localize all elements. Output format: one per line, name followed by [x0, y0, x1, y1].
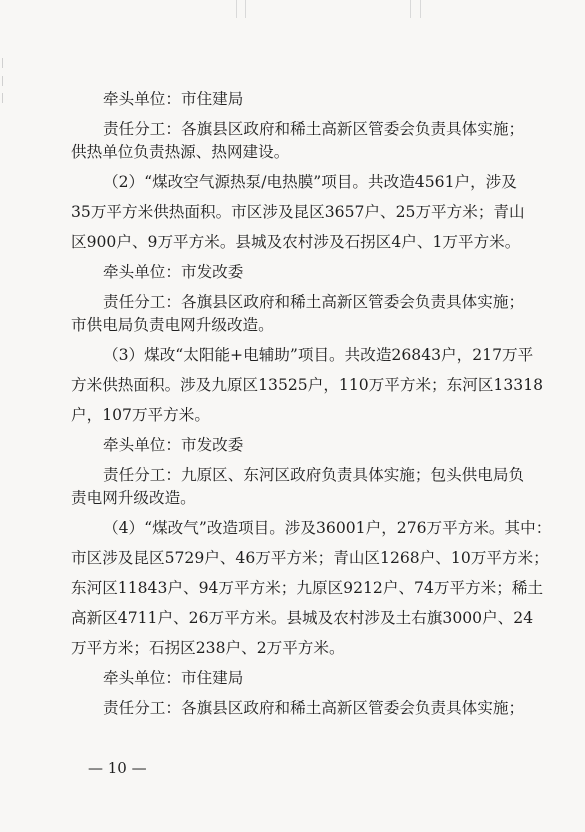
body-text	[71, 88, 552, 720]
scan-mark	[420, 0, 421, 18]
binding-tick	[2, 58, 3, 68]
scan-mark	[236, 0, 237, 18]
binding-tick	[2, 93, 3, 103]
item-2-line: 35万平方米供热面积。市区涉及昆区3657户、25万平方米；青山	[71, 203, 525, 221]
item-2-line: 区900户、9万平方米。县城及农村涉及石拐区4户、1万平方米。	[71, 233, 521, 251]
item-4-line: 高新区4711户、26万平方米。县城及农村涉及土右旗3000户、24	[71, 609, 534, 627]
responsibility-line: 责任分工：各旗县区政府和稀土高新区管委会负责具体实施；	[103, 293, 525, 311]
lead-unit-line: 牵头单位：市发改委	[103, 436, 244, 454]
responsibility-line-cont: 市供电局负责电网升级改造。	[71, 316, 274, 334]
item-3-line: （3）煤改“太阳能+电辅助”项目。共改造26843户，217万平	[103, 346, 534, 364]
lead-unit-line: 牵头单位：市住建局	[103, 90, 244, 108]
scan-mark	[410, 0, 411, 18]
item-3-line: 方米供热面积。涉及九原区13525户，110万平方米；东河区13318	[71, 376, 544, 394]
responsibility-line: 责任分工：各旗县区政府和稀土高新区管委会负责具体实施；	[103, 699, 525, 717]
responsibility-line-cont: 责电网升级改造。	[71, 489, 196, 507]
scan-mark	[245, 0, 246, 18]
item-2-line: （2）“煤改空气源热泵/电热膜”项目。共改造4561户，涉及	[103, 173, 517, 191]
item-4-line: 东河区11843户、94万平方米；九原区9212户、74万平方米；稀土	[71, 579, 544, 597]
page-number: — 10 —	[88, 759, 147, 777]
responsibility-line: 责任分工：各旗县区政府和稀土高新区管委会负责具体实施；	[103, 120, 525, 138]
lead-unit-line: 牵头单位：市发改委	[103, 263, 244, 281]
lead-unit-line: 牵头单位：市住建局	[103, 669, 244, 687]
item-4-line: 市区涉及昆区5729户、46万平方米；青山区1268户、10万平方米；	[71, 549, 549, 567]
item-3-line: 户，107万平方米。	[71, 406, 210, 424]
binding-tick	[2, 76, 3, 86]
responsibility-line-cont: 供热单位负责热源、热网建设。	[71, 143, 290, 161]
item-4-line: 万平方米；石拐区238户、2万平方米。	[71, 639, 345, 657]
responsibility-line: 责任分工：九原区、东河区政府负责具体实施；包头供电局负	[103, 466, 525, 484]
item-4-line: （4）“煤改气”改造项目。涉及36001户，276万平方米。其中：	[103, 519, 552, 537]
